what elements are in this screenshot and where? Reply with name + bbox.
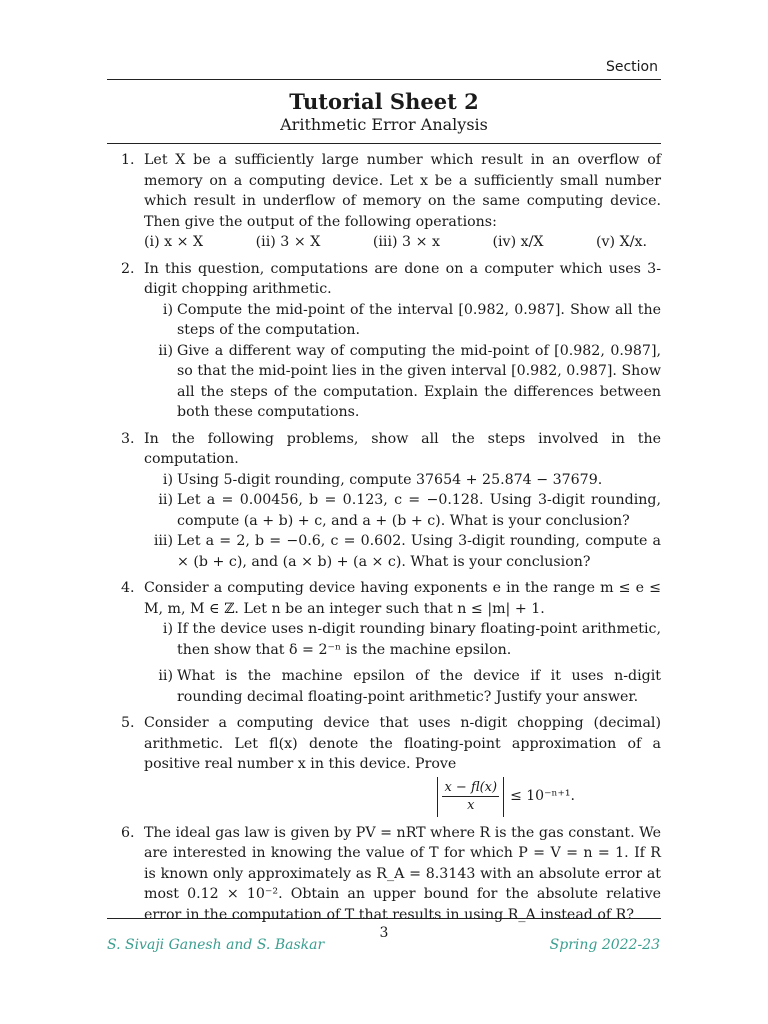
subproblem [144,490,661,531]
problem-text: Consider a computing device that uses n-digit chopping (decimal) arithmetic. Let fl(x) denote the floating-point approximation of a positive real number x in this device. Prove [144,715,661,772]
problem-6 [107,823,661,926]
subproblem [144,619,661,660]
title-rule [107,143,661,144]
subproblem-text: Give a different way of computing the mid-point of [0.982, 0.987], so that the mid-point lies in the given interval [0.982, 0.987]. Show all the steps of the computation. Explain the differences between both these computations. [177,342,661,420]
subproblem-label: ii) [158,342,173,359]
subproblem-label: i) [162,471,173,488]
problem-text: Consider a computing device having exponents e in the range m ≤ e ≤ M, m, M ∈ ℤ. Let n be an integer such that n ≤ |m| + 1. [144,580,661,617]
problem-2 [107,259,661,423]
subproblem-label: i) [162,301,173,318]
problem-4 [107,578,661,707]
subproblem [144,300,661,341]
problem-number: 2. [121,260,135,277]
subproblem-text: Using 5-digit rounding, compute 37654 + 25.874 − 37679. [177,471,603,488]
operation-item: (iii) 3 × x [372,234,440,250]
subproblem [144,341,661,423]
subproblem-label: ii) [158,668,173,684]
subproblem-text: Compute the mid-point of the interval [0.982, 0.987]. Show all the steps of the computation. [177,301,661,338]
footer-rule [107,918,661,919]
subproblem-label: ii) [158,492,173,508]
problem-text: Let X be a sufficiently large number which result in an overflow of memory on a computing device. Let x be a sufficiently small number which result in underflow of memory on the same computing device. Then give the output of the following operations: [144,152,661,230]
page-subtitle: Arithmetic Error Analysis [280,115,488,134]
problem-number: 6. [121,824,135,841]
problem-text: The ideal gas law is given by PV = nRT where R is the gas constant. We are interested in knowing the value of T for which P = V = n = 1. If R is known only approximately as R_A = 8.3143 with an absolute error at most 0.12 × 10⁻². Obtain an upper bound for the absolute relative error in the computation of T that results in using R_A instead of R? [144,824,661,923]
problem-text: In the following problems, show all the steps involved in the computation. [144,430,661,467]
operation-item: (iv) x/X [492,234,544,250]
problem-5 [107,713,661,817]
footer-authors: S. Sivaji Ganesh and S. Baskar [107,937,325,953]
subproblem-text: Let a = 2, b = −0.6, c = 0.602. Using 3-digit rounding, compute a × (b + c), and (a × b) + (a × c). What is your conclusion? [177,533,661,570]
absolute-value-bars [437,777,504,817]
fraction [442,779,499,814]
operation-item: (i) x × X [144,234,204,250]
subproblem [144,470,661,491]
footer-term: Spring 2022-23 [549,937,660,953]
equation-bound: ≤ 10⁻ⁿ⁺¹. [510,788,575,805]
problem-number: 3. [121,430,135,447]
subproblem-text: If the device uses n-digit rounding binary floating-point arithmetic, then show that δ = 2⁻ⁿ is the machine epsilon. [177,621,661,658]
problem-number: 1. [121,152,135,168]
fraction-numerator: x − fl(x) [444,780,498,795]
inequality-equation [144,777,661,817]
subproblem-label: iii) [153,533,173,549]
subproblem [144,531,661,572]
problem-number: 5. [121,715,135,731]
problem-list [107,150,661,931]
problem-3 [107,429,661,573]
operation-item: (ii) 3 × X [255,234,321,250]
subproblem-text: Let a = 0.00456, b = 0.123, c = −0.128. Using 3-digit rounding, compute (a + b) + c, and a + (b + c). What is your conclusion? [177,492,661,529]
problem-1 [107,150,661,253]
page-title: Tutorial Sheet 2 [289,89,479,114]
subproblem-text: What is the machine epsilon of the device if it uses n-digit rounding decimal floating-point arithmetic? Justify your answer. [177,668,661,705]
section-label: Section [605,59,658,75]
subproblem [144,666,661,707]
problem-text: In this question, computations are done on a computer which uses 3-digit chopping arithmetic. [144,260,661,297]
operation-item: (v) X/x. [596,234,647,250]
header-rule [107,79,661,80]
subproblem-label: i) [162,621,173,637]
fraction-denominator: x [467,798,475,813]
operations-row [144,232,661,253]
problem-number: 4. [121,580,135,596]
page-number: 3 [379,925,389,941]
